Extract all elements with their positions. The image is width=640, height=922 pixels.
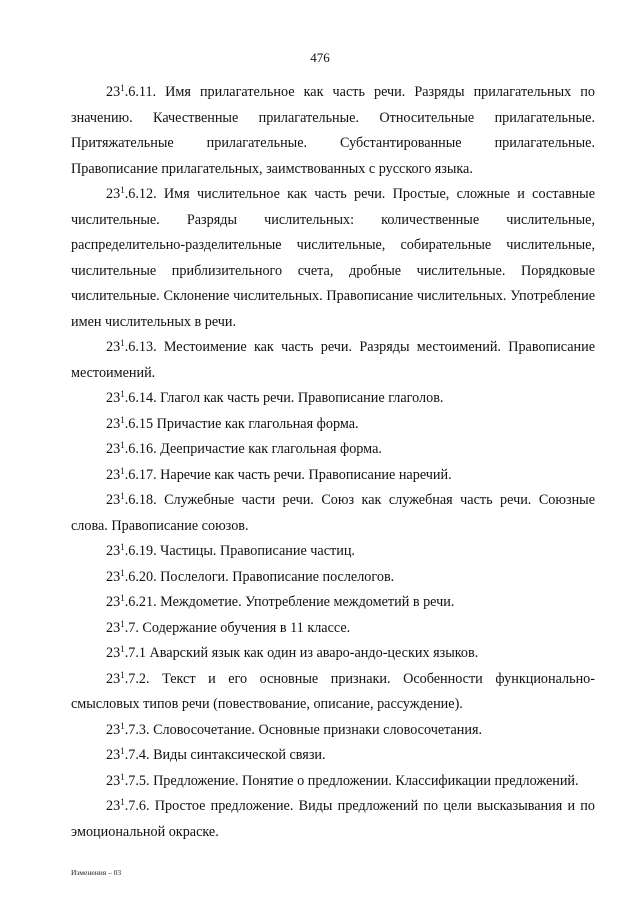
paragraph: $23^1.7.5$. Предложение. Понятие о предложении. Классификации предложений. [106,771,579,789]
paragraph: $23^1.6.20$. Послелоги. Правописание послелогов. [106,567,395,585]
paragraph: $23^1.6.21$. Междометие. Употребление междометий в речи. [106,593,455,610]
paragraph: $23^1.7.3$. Словосочетание. Основные признаки словосочетания. [106,720,483,738]
document-body [71,80,595,845]
paragraph: $23^1.6.18$. Служебные части речи. Союз как служебная часть речи. Союзные слова. Правописание союзов. [71,491,595,534]
paragraph: $23^1.6.13$. Местоимение как часть речи. Разряды местоимений. Правописание местоимений. [71,338,595,381]
paragraph: $23^1.7$. Содержание обучения в 11 классе. [106,618,351,636]
paragraph: $23^1.6.16$. Деепричастие как глагольная форма. [106,440,382,457]
paragraph: $23^1.7.2$. Текст и его основные признаки. Особенности функционально-смысловых типов речи (повествование, описание, рассуждение). [71,669,595,712]
paragraph: $23^1.6.19$. Частицы. Правописание частиц. [106,542,355,559]
paragraph: $23^1.7.4$. Виды синтаксической связи. [106,746,326,763]
paragraph: $23^1.6.17$. Наречие как часть речи. Правописание наречий. [106,465,452,483]
paragraph: $23^1.6.12$. Имя числительное как часть речи. Простые, сложные и составные числительные. Разряды числительных: количественные числительные, распределительно-разделительные числительные, собирательные числительные, числительные приблизительного счета, дробные числительные. Порядковые числительные. Склонение числительных. Правописание числительных. Употребление имен числительных в речи. [71,185,595,330]
footer-note: Изменения – 03 [71,868,122,877]
page-number: 476 [310,50,330,65]
paragraph: $23^1.6.15$ Причастие как глагольная форма. [106,414,359,432]
paragraph: $23^1.6.14$. Глагол как часть речи. Правописание глаголов. [106,389,444,406]
paragraph: $23^1.6.11$. Имя прилагательное как часть речи. Разряды прилагательных по значению. Качественные прилагательные. Относительные прилагательные. Притяжательные прилагательные. Субстантированные прилагательные. Правописание прилагательных, заимствованных с русского языка. [71,83,595,177]
paragraph: $23^1.7.6$. Простое предложение. Виды предложений по цели высказывания и по эмоциональной окраске. [71,797,595,840]
paragraph: $23^1.7.1$ Аварский язык как один из аваро-андо-цеских языков. [106,644,479,661]
